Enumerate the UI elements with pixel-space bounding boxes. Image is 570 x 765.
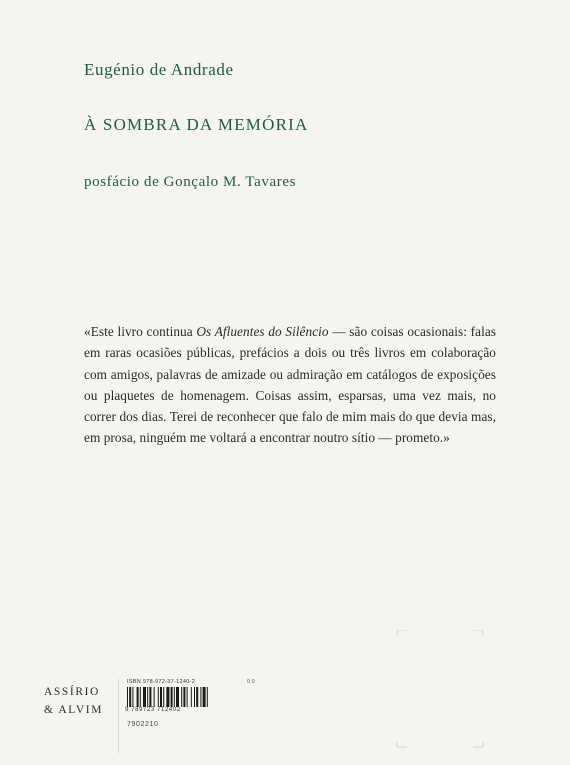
blurb-text-start: «Este livro continua	[84, 324, 197, 339]
publisher-line-2: & ALVIM	[44, 704, 104, 716]
publisher-line-1: ASSÍRIO	[44, 686, 100, 698]
publisher-logo	[44, 683, 103, 719]
reference-code: 7902210	[127, 721, 159, 728]
barcode-block	[118, 679, 259, 753]
barcode-digits: 9 789723 712402	[125, 707, 181, 713]
price-sticker-outline	[393, 630, 487, 748]
barcode-bars	[127, 687, 249, 707]
isbn-addon: 0 0	[247, 679, 255, 685]
postface-credit: posfácio de Gonçalo M. Tavares	[84, 174, 297, 190]
isbn-text: ISBN 978-972-37-1240-2	[127, 679, 196, 685]
book-title: À SOMBRA DA MEMÓRIA	[84, 115, 309, 134]
blurb-italic-title: Os Afluentes do Silêncio	[196, 324, 329, 339]
blurb-text-end: — são coisas ocasionais: falas em raras ocasiões públicas, prefácios a dois ou três livros em colaboração com amigos, palavras de amizade ou admiração em catálogos de exposições ou plaquetes de homenagem. Coisas assim, esparsas, uma vez mais, no correr dos dias. Terei de reconhecer que falo de mim mais do que devia mas, em prosa, ninguém me voltará a encontrar noutro sítio — prometo.»	[84, 324, 496, 446]
author-name: Eugénio de Andrade	[84, 60, 234, 79]
blurb-quote	[84, 321, 496, 449]
